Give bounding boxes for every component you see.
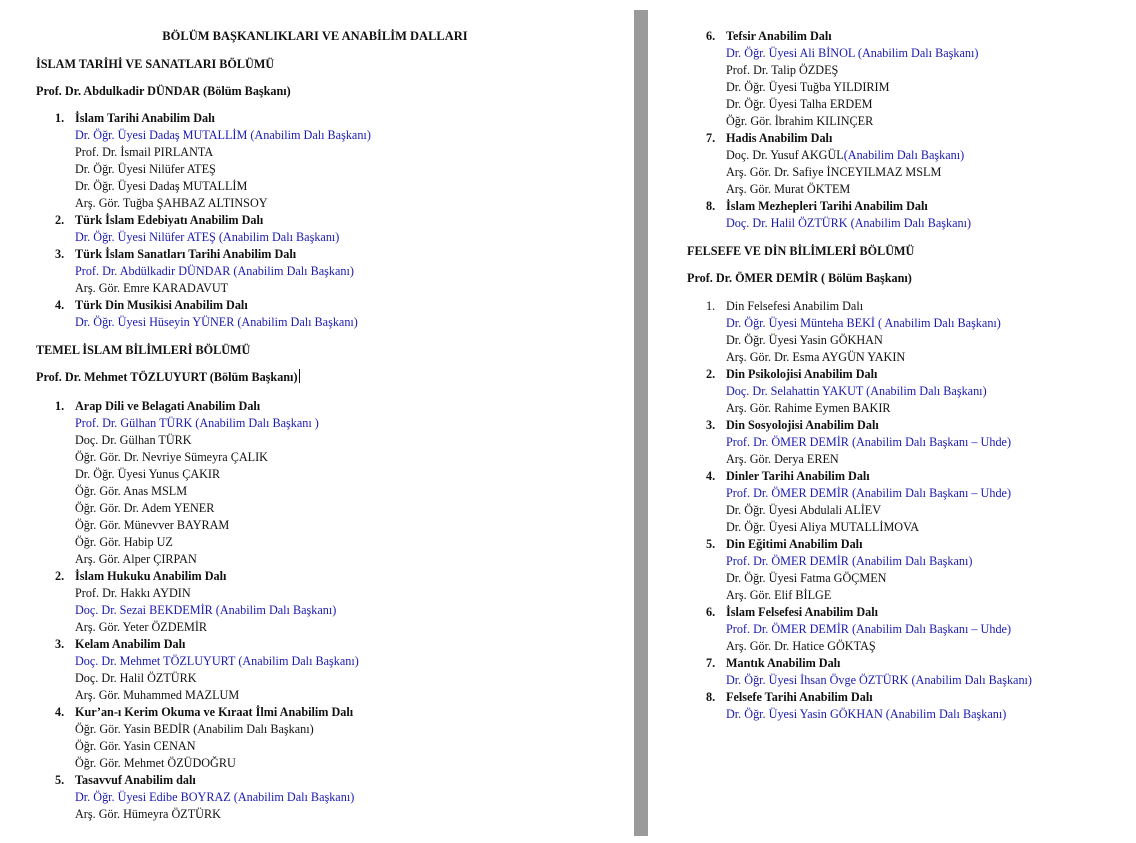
unit-number: 4. <box>55 705 65 719</box>
member: Öğr. Gör. Dr. Nevriye Sümeyra ÇALIK <box>75 450 268 464</box>
unit-chair <box>726 147 964 164</box>
unit-number: 8. <box>706 690 716 704</box>
unit-number: 3. <box>55 247 65 261</box>
unit-chair: Dr. Öğr. Üyesi Edibe BOYRAZ (Anabilim Dalı Başkanı) <box>75 790 355 804</box>
member: Arş. Gör. Dr. Safiye İNCEYILMAZ MSLM <box>726 165 942 179</box>
member: Dr. Öğr. Üyesi Aliya MUTALLİMOVA <box>726 520 920 534</box>
unit-title: Türk İslam Edebiyatı Anabilim Dalı <box>75 213 264 227</box>
unit-title: Tefsir Anabilim Dalı <box>726 29 832 43</box>
unit-title: Kelam Anabilim Dalı <box>75 637 186 651</box>
member: Arş. Gör. Rahime Eymen BAKIR <box>726 401 891 415</box>
unit-title: Hadis Anabilim Dalı <box>726 131 833 145</box>
unit-number: 7. <box>706 656 716 670</box>
member: Öğr. Gör. Mehmet ÖZÜDOĞRU <box>75 756 236 770</box>
unit-title: Din Sosyolojisi Anabilim Dalı <box>726 418 879 432</box>
unit-number: 1. <box>706 299 716 313</box>
member: Öğr. Gör. Yasin CENAN <box>75 739 196 753</box>
member: Öğr. Gör. Münevver BAYRAM <box>75 518 230 532</box>
member: Arş. Gör. Derya EREN <box>726 452 839 466</box>
unit-chair: Prof. Dr. Gülhan TÜRK (Anabilim Dalı Başkanı ) <box>75 416 319 430</box>
unit-chair: Doç. Dr. Mehmet TÖZLUYURT (Anabilim Dalı Başkanı) <box>75 654 359 668</box>
member: Arş. Gör. Elif BİLGE <box>726 588 832 602</box>
unit-chair: Dr. Öğr. Üyesi Nilüfer ATEŞ (Anabilim Dalı Başkanı) <box>75 230 340 244</box>
member: Öğr. Gör. İbrahim KILINÇER <box>726 114 874 128</box>
unit-chair: Dr. Öğr. Üyesi Yasin GÖKHAN (Anabilim Dalı Başkanı) <box>726 707 1007 721</box>
member: Dr. Öğr. Üyesi Abdulali ALİEV <box>726 503 882 517</box>
unit-number: 6. <box>706 29 716 43</box>
dept-heading: FELSEFE VE DİN BİLİMLERİ BÖLÜMÜ <box>687 244 915 258</box>
member: Prof. Dr. Talip ÖZDEŞ <box>726 63 839 77</box>
unit-title: Kur’an-ı Kerim Okuma ve Kıraat İlmi Anabilim Dalı <box>75 705 354 719</box>
unit-chair: Öğr. Gör. Yasin BEDİR (Anabilim Dalı Başkanı) <box>75 722 314 736</box>
member: Arş. Gör. Emre KARADAVUT <box>75 281 229 295</box>
unit-chair: Doç. Dr. Selahattin YAKUT (Anabilim Dalı Başkanı) <box>726 384 987 398</box>
unit-chair: Doç. Dr. Halil ÖZTÜRK (Anabilim Dalı Başkanı) <box>726 216 972 230</box>
member: Dr. Öğr. Üyesi Yasin GÖKHAN <box>726 333 883 347</box>
member: Doç. Dr. Halil ÖZTÜRK <box>75 671 197 685</box>
unit-number: 3. <box>706 418 716 432</box>
dept-head: Prof. Dr. Abdulkadir DÜNDAR (Bölüm Başkanı) <box>36 84 291 98</box>
unit-chair: Dr. Öğr. Üyesi Hüseyin YÜNER (Anabilim Dalı Başkanı) <box>75 315 358 329</box>
member: Dr. Öğr. Üyesi Talha ERDEM <box>726 97 873 111</box>
column-divider <box>634 10 648 836</box>
dept-head <box>36 369 300 386</box>
unit-number: 5. <box>706 537 716 551</box>
unit-number: 5. <box>55 773 65 787</box>
unit-number: 2. <box>55 569 65 583</box>
member: Doç. Dr. Gülhan TÜRK <box>75 433 192 447</box>
member: Dr. Öğr. Üyesi Yunus ÇAKIR <box>75 467 221 481</box>
chair-role: (Anabilim Dalı Başkanı) <box>843 148 965 162</box>
member: Prof. Dr. Hakkı AYDIN <box>75 586 191 600</box>
unit-number: 4. <box>55 298 65 312</box>
member: Arş. Gör. Tuğba ŞAHBAZ ALTINSOY <box>75 196 268 210</box>
chair-name: Doç. Dr. Yusuf AKGÜL <box>726 148 844 162</box>
unit-title: İslam Felsefesi Anabilim Dalı <box>726 605 879 619</box>
dept-head-text: Prof. Dr. Mehmet TÖZLUYURT (Bölüm Başkanı) <box>36 370 298 384</box>
unit-chair: Dr. Öğr. Üyesi Münteha BEKİ ( Anabilim Dalı Başkanı) <box>726 316 1001 330</box>
unit-title: Türk İslam Sanatları Tarihi Anabilim Dalı <box>75 247 297 261</box>
unit-title: Felsefe Tarihi Anabilim Dalı <box>726 690 873 704</box>
member: Öğr. Gör. Habip UZ <box>75 535 173 549</box>
unit-chair: Prof. Dr. Abdülkadir DÜNDAR (Anabilim Dalı Başkanı) <box>75 264 354 278</box>
unit-chair: Prof. Dr. ÖMER DEMİR (Anabilim Dalı Başkanı – Uhde) <box>726 435 1012 449</box>
unit-chair: Prof. Dr. ÖMER DEMİR (Anabilim Dalı Başkanı – Uhde) <box>726 622 1012 636</box>
member: Dr. Öğr. Üyesi Nilüfer ATEŞ <box>75 162 216 176</box>
dept-head: Prof. Dr. ÖMER DEMİR ( Bölüm Başkanı) <box>687 271 912 285</box>
unit-title: Din Psikolojisi Anabilim Dalı <box>726 367 878 381</box>
member: Dr. Öğr. Üyesi Dadaş MUTALLİM <box>75 179 248 193</box>
member: Arş. Gör. Yeter ÖZDEMİR <box>75 620 208 634</box>
member: Arş. Gör. Alper ÇIRPAN <box>75 552 197 566</box>
unit-number: 1. <box>55 399 65 413</box>
unit-title: Din Felsefesi Anabilim Dalı <box>726 299 864 313</box>
member: Arş. Gör. Dr. Hatice GÖKTAŞ <box>726 639 876 653</box>
unit-title: İslam Hukuku Anabilim Dalı <box>75 569 227 583</box>
document-title: BÖLÜM BAŞKANLIKLARI VE ANABİLİM DALLARI <box>162 29 468 43</box>
member: Arş. Gör. Hümeyra ÖZTÜRK <box>75 807 221 821</box>
unit-title: Türk Din Musikisi Anabilim Dalı <box>75 298 248 312</box>
unit-number: 8. <box>706 199 716 213</box>
unit-number: 2. <box>706 367 716 381</box>
unit-number: 2. <box>55 213 65 227</box>
unit-title: Arap Dili ve Belagati Anabilim Dalı <box>75 399 261 413</box>
unit-number: 3. <box>55 637 65 651</box>
text-cursor <box>299 369 300 383</box>
unit-chair: Prof. Dr. ÖMER DEMİR (Anabilim Dalı Başkanı – Uhde) <box>726 486 1012 500</box>
member: Öğr. Gör. Anas MSLM <box>75 484 188 498</box>
dept-heading: TEMEL İSLAM BİLİMLERİ BÖLÜMÜ <box>36 343 251 357</box>
member: Öğr. Gör. Dr. Adem YENER <box>75 501 215 515</box>
member: Arş. Gör. Murat ÖKTEM <box>726 182 851 196</box>
unit-title: İslam Mezhepleri Tarihi Anabilim Dalı <box>726 199 928 213</box>
member: Arş. Gör. Dr. Esma AYGÜN YAKIN <box>726 350 906 364</box>
member: Dr. Öğr. Üyesi Fatma GÖÇMEN <box>726 571 887 585</box>
unit-number: 6. <box>706 605 716 619</box>
unit-title: Tasavvuf Anabilim dalı <box>75 773 196 787</box>
unit-chair: Doç. Dr. Sezai BEKDEMİR (Anabilim Dalı Başkanı) <box>75 603 337 617</box>
unit-chair: Dr. Öğr. Üyesi Ali BİNOL (Anabilim Dalı Başkanı) <box>726 46 979 60</box>
unit-number: 7. <box>706 131 716 145</box>
unit-chair: Dr. Öğr. Üyesi İhsan Övge ÖZTÜRK (Anabilim Dalı Başkanı) <box>726 673 1032 687</box>
member: Dr. Öğr. Üyesi Tuğba YILDIRIM <box>726 80 890 94</box>
member: Prof. Dr. İsmail PIRLANTA <box>75 145 214 159</box>
unit-chair: Prof. Dr. ÖMER DEMİR (Anabilim Dalı Başkanı) <box>726 554 973 568</box>
unit-title: Din Eğitimi Anabilim Dalı <box>726 537 863 551</box>
unit-title: Mantık Anabilim Dalı <box>726 656 841 670</box>
dept-heading: İSLAM TARİHİ VE SANATLARI BÖLÜMÜ <box>36 57 275 71</box>
unit-number: 4. <box>706 469 716 483</box>
unit-number: 1. <box>55 111 65 125</box>
member: Arş. Gör. Muhammed MAZLUM <box>75 688 240 702</box>
unit-chair: Dr. Öğr. Üyesi Dadaş MUTALLİM (Anabilim Dalı Başkanı) <box>75 128 371 142</box>
unit-title: Dinler Tarihi Anabilim Dalı <box>726 469 870 483</box>
unit-title: İslam Tarihi Anabilim Dalı <box>75 111 215 125</box>
